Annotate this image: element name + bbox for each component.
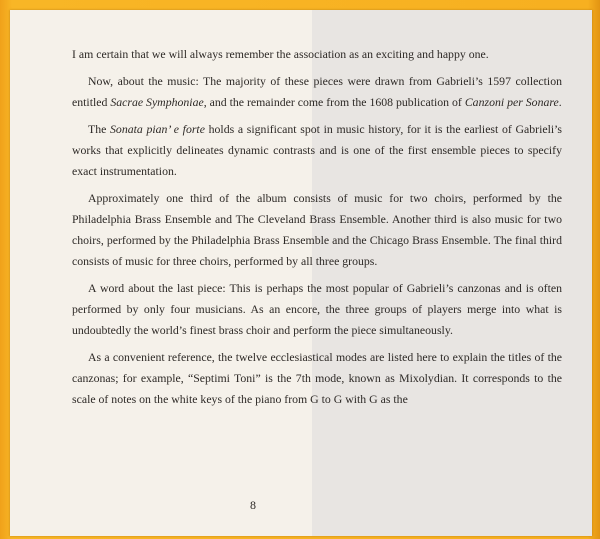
paragraph-4-text: Approximately one third of the album consists of music for two choirs, performed by the Philadelphia Brass Ensemble and The Cleveland Brass Ensemble. Another third is also music for two choirs, performed by the Philadelphia Brass Ensemble and the Chicago Brass Ensemble. The final third consists of music for three choirs, performed by all three groups. bbox=[72, 191, 562, 268]
paragraph-2 bbox=[72, 71, 562, 113]
paragraph-1-text: I am certain that we will always remember the association as an exciting and happy one. bbox=[72, 47, 489, 61]
paragraph-2-part-5: . bbox=[558, 95, 562, 109]
paragraph-3-part-1: The bbox=[88, 122, 111, 136]
booklet-page bbox=[10, 10, 592, 536]
paragraph-6-text: As a convenient reference, the twelve ecclesiastical modes are listed here to explain the titles of the canzonas; for example, “Septimi Toni” is the 7th mode, known as Mixolydian. It corresponds to the scale of notes on the white keys of the piano from G to G with G as the bbox=[72, 350, 562, 406]
paragraph-2-part-1: Now, about the music: The majority of these pieces were drawn from Gabrieli’s 1597 collection entitled bbox=[72, 74, 562, 109]
title-sacrae-symphoniae: Sacrae Symphoniae bbox=[110, 95, 204, 109]
paragraph-3 bbox=[72, 119, 562, 182]
body-text bbox=[72, 44, 562, 416]
page-number bbox=[10, 498, 592, 513]
paragraph-4 bbox=[72, 188, 562, 272]
title-sonata-pian-e-forte: Sonata pian’ e forte bbox=[110, 122, 205, 136]
paragraph-2-part-3: , and the remainder come from the 1608 publication of bbox=[203, 95, 465, 109]
paragraph-5-text: A word about the last piece: This is perhaps the most popular of Gabrieli’s canzonas and is often performed by only four musicians. As an encore, the three groups of players merge into what is undoubtedly the world’s finest brass choir and perform the piece simultaneously. bbox=[72, 281, 562, 337]
paragraph-3-part-3: holds a significant spot in music history, for it is the earliest of Gabrieli’s works that explicitly delineates dynamic contrasts and is one of the first ensemble pieces to specify exact instrumentation. bbox=[72, 122, 563, 178]
page-number-text: 8 bbox=[250, 498, 256, 512]
paragraph-1 bbox=[72, 44, 562, 65]
title-canzoni-per-sonare: Canzoni per Sonare bbox=[464, 95, 559, 109]
paragraph-5 bbox=[72, 278, 562, 341]
paragraph-6 bbox=[72, 347, 562, 410]
